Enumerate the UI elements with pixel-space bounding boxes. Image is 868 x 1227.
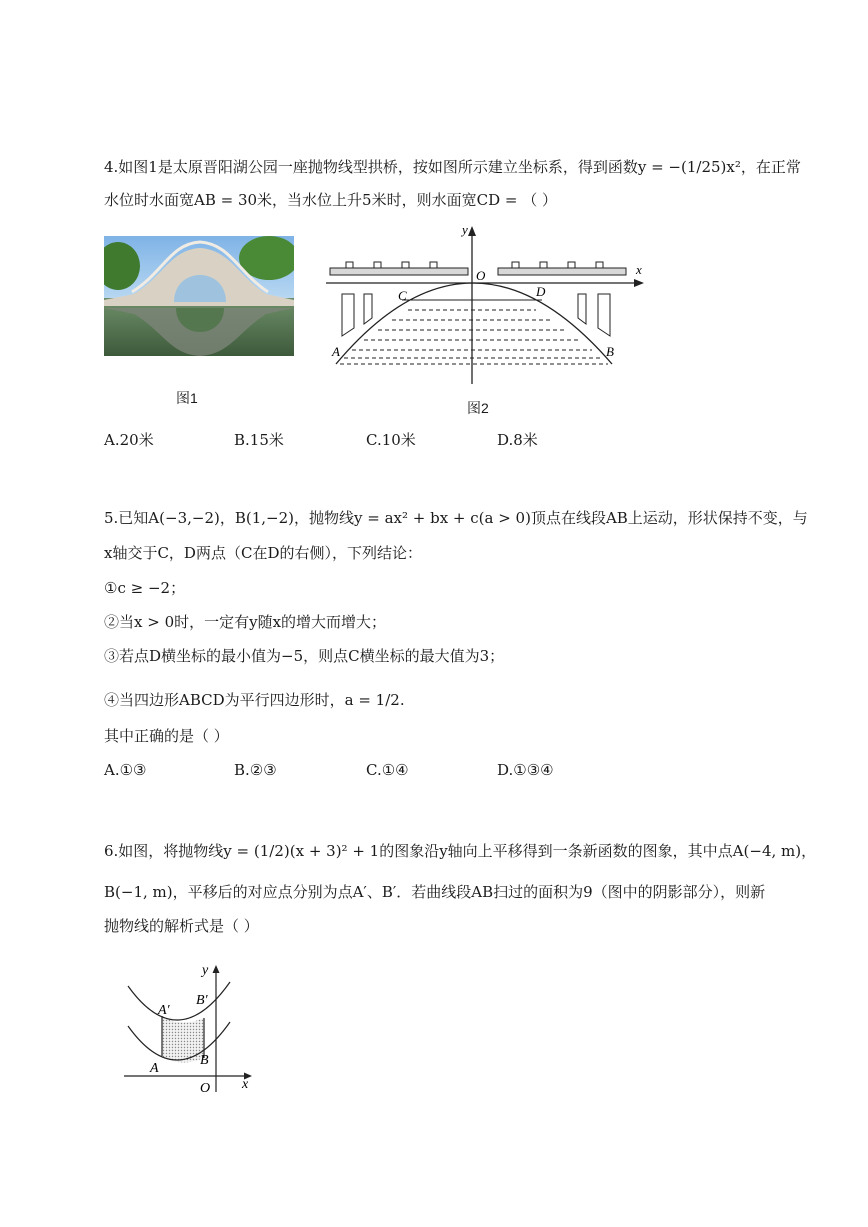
q5-option-c[interactable]: C.①④ <box>366 761 409 779</box>
q5-line-1: 5.已知A(−3,−2)，B(1,−2)，抛物线y = ax² + bx + c(a > 0)顶点在线段AB上运动，形状保持不变，与 <box>104 509 808 527</box>
translated-parabola-diagram <box>120 956 256 1096</box>
fig-q6-y-label: y <box>202 963 209 978</box>
q4-line-2: 水位时水面宽AB = 30米，当水位上升5米时，则水面宽CD = （ ） <box>104 191 557 209</box>
q5-item-3: ③若点D横坐标的最小值为−5，则点C横坐标的最大值为3； <box>104 647 505 665</box>
q4-option-b[interactable]: B.15米 <box>234 431 284 449</box>
fig-q6-point-a: A <box>150 1061 159 1076</box>
q6-line-3: 抛物线的解析式是（ ） <box>104 917 259 935</box>
q5-option-d[interactable]: D.①③④ <box>497 761 554 779</box>
fig2-y-label: y <box>462 222 468 237</box>
q5-line-2: x轴交于C，D两点（C在D的右侧），下列结论： <box>104 544 422 562</box>
q5-item-4: ④当四边形ABCD为平行四边形时，a = 1/2. <box>104 691 405 709</box>
parabola-bridge-diagram <box>322 222 650 390</box>
q4-option-c[interactable]: C.10米 <box>366 431 416 449</box>
q5-item-1: ①c ≥ −2； <box>104 579 186 597</box>
fig2-point-d: D <box>536 284 546 299</box>
fig-q6-point-b-prime: B′ <box>196 993 208 1008</box>
q5-option-a[interactable]: A.①③ <box>104 761 147 779</box>
fig1-label: 图1 <box>176 390 198 406</box>
fig2-point-b: B <box>606 344 614 359</box>
fig2-label: 图2 <box>467 400 489 416</box>
fig-q6-origin-label: O <box>200 1081 211 1096</box>
q5-item-2: ②当x > 0时，一定有y随x的增大而增大； <box>104 613 387 631</box>
q4-option-d[interactable]: D.8米 <box>497 431 538 449</box>
bridge-photo <box>104 236 294 356</box>
fig2-point-c: C <box>398 288 407 303</box>
q6-line-1: 6.如图，将抛物线y = (1/2)(x + 3)² + 1的图象沿y轴向上平移得到一条新函数的图象，其中点A(−4, m)， <box>104 842 817 860</box>
fig2-x-label: x <box>636 262 642 277</box>
fig-q6-point-a-prime: A′ <box>158 1003 170 1018</box>
q5-prompt: 其中正确的是（ ） <box>104 727 229 745</box>
q4-line-1: 4.如图1是太原晋阳湖公园一座抛物线型拱桥，按如图所示建立坐标系，得到函数y = −(1/25)x²，在正常 <box>104 158 801 176</box>
q5-option-b[interactable]: B.②③ <box>234 761 277 779</box>
fig-q6-point-b: B <box>200 1053 209 1068</box>
q4-option-a[interactable]: A.20米 <box>104 431 154 449</box>
fig2-point-a: A <box>332 344 340 359</box>
fig-q6-x-label: x <box>242 1077 249 1092</box>
fig2-origin-label: O <box>476 268 486 283</box>
q6-line-2: B(−1, m)，平移后的对应点分别为点A′、B′．若曲线段AB扫过的面积为9（图中的阴影部分），则新 <box>104 883 766 901</box>
